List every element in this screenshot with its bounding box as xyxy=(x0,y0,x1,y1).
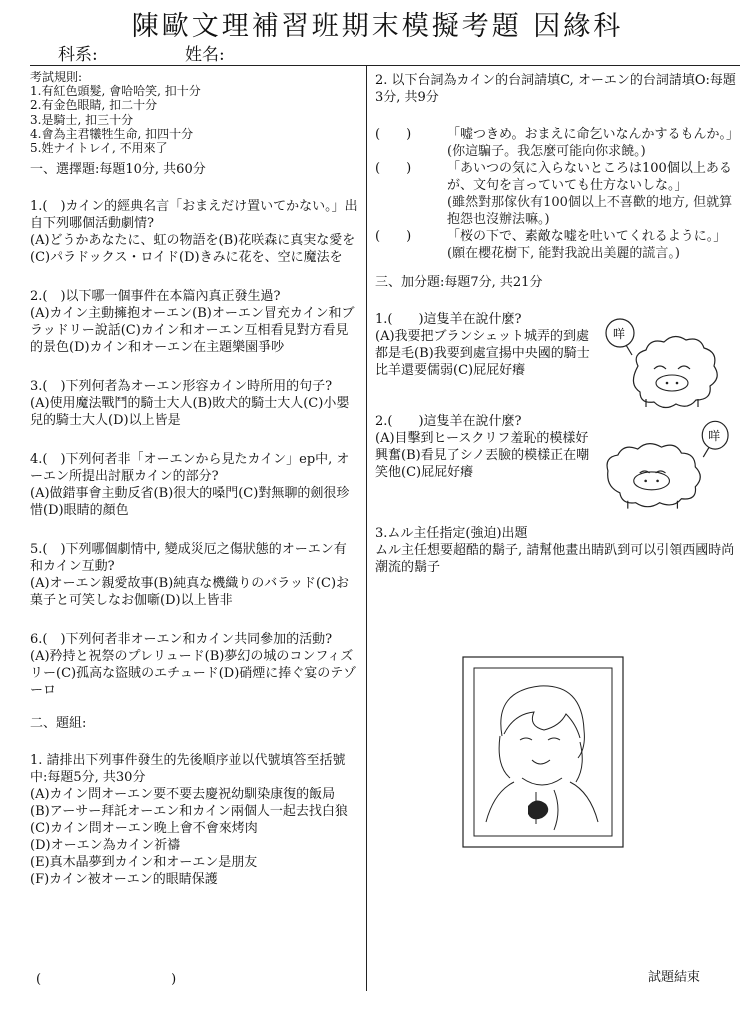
answer-paren[interactable]: ( ) xyxy=(375,229,412,244)
rule-item: 2.有金色眼睛, 扣二十分 xyxy=(30,98,158,113)
rules-heading: 考試規則: xyxy=(30,70,83,84)
rule-item: 5.姓ナイトレイ, 不用來了 xyxy=(30,141,168,156)
question-options: (A)カイン主動擁抱オーエン(B)オーエン冒充カイン和ブラッドリー說話(C)カイン和オーエン互相看見對方看見的景色(D)カイン和オーエン在主題樂園爭吵 xyxy=(30,306,355,356)
group-item: (A)カイン問オーエン要不要去慶祝幼馴染康復的飯局 xyxy=(30,787,336,803)
dialogue-zh: (願在櫻花樹下, 能對我說出美麗的謊言。) xyxy=(447,246,680,261)
question-text: 3.( )下列何者為オーエン形容カイン時所用的句子? xyxy=(30,379,333,395)
question-options: (A)矜持と祝祭のプレリュード(B)夢幻の城のコンフィズリー(C)孤高な盜賊のエチュード(D)硝煙に捧ぐ宴のテゾーロ xyxy=(30,649,357,699)
question-text: 3.ムル主任指定(強迫)出題 xyxy=(375,526,528,541)
dialogue-line xyxy=(375,160,737,194)
question-options: (A)使用魔法戰鬥的騎士大人(B)敗犬的騎士大人(C)小嬰兒的騎士大人(D)以上皆是 xyxy=(30,396,350,429)
dialogue-heading: 2. 以下台詞為カイン的台詞請填C, オーエン的台詞請填O:每題3分, 共9分 xyxy=(375,73,736,105)
dialogue-zh: (你這騙子。我怎麼可能向你求饒。) xyxy=(447,144,646,159)
question-options: (A)オーエン親愛故事(B)純真な機織りのバラッド(C)お菓子と可笑しなお伽噺(D)以上皆非 xyxy=(30,576,350,609)
exam-rules xyxy=(30,70,358,155)
section-heading: 二、題組: xyxy=(30,716,87,732)
rule-item: 4.會為主君犧牲生命, 扣四十分 xyxy=(30,126,194,141)
left-column xyxy=(30,70,358,888)
bonus-question-2 xyxy=(375,413,737,513)
question-4 xyxy=(30,451,358,519)
question-text: 6.( )下列何者非オーエン和カイン共同參加的活動? xyxy=(30,632,333,648)
question-body: ムル主任想要超酷的鬍子, 請幫他畫出睛趴到可以引領西國時尚潮流的鬍子 xyxy=(375,543,735,575)
right-column xyxy=(375,72,737,576)
dialogue-ja: 「桜の下で、素敵な嘘を吐いてくれるように。」 xyxy=(447,229,727,244)
answer-paren[interactable]: ( ) xyxy=(375,161,412,176)
group-item: (B)アーサー拜託オーエン和カイン兩個人一起去找白狼 xyxy=(30,804,348,820)
question-text: 5.( )下列哪個劇情中, 變成災厄之傷狀態的オーエン有和カイン互動? xyxy=(30,542,347,575)
sheep-illustration xyxy=(598,311,728,411)
column-divider xyxy=(366,66,367,991)
question-text: 4.( )下列何者非「オーエンから見たカイン」ep中, オーエン所提出討厭カイン的部分? xyxy=(30,452,350,485)
question-options: (A)做錯事會主動反省(B)很大的嗓門(C)對無聊的劍很珍惜(D)眼睛的顏色 xyxy=(30,486,350,519)
section-heading: 一、選擇題:每題10分, 共60分 xyxy=(30,162,206,178)
section-heading: 三、加分題:每題7分, 共21分 xyxy=(375,275,543,290)
dialogue-line xyxy=(375,228,737,245)
dialogue-ja: 「あいつの気に入らないところは100個以上あるが、文句を言っていても仕方ないしな。」 xyxy=(447,161,732,193)
dialogue-line xyxy=(375,126,737,143)
group-item: (D)オーエン為カイン祈禱 xyxy=(30,838,181,854)
question-3 xyxy=(30,378,358,429)
question-2 xyxy=(30,288,358,356)
group-item: (C)カイン問オーエン晚上會不會來烤肉 xyxy=(30,821,258,837)
answer-paren[interactable]: ( ) xyxy=(375,127,412,142)
question-options: (A)目擊到ヒースクリフ羞恥的模樣好興奮(B)看見了シノ丟臉的模樣正在嘲笑他(C)屁屁好癢 xyxy=(375,431,590,480)
question-text: 1.( )カイン的經典名言「おまえだけ置いてかない。」出自下列哪個活動劇情? xyxy=(30,199,358,232)
rule-item: 3.是騎士, 扣三十分 xyxy=(30,112,134,127)
question-text: 1.( )這隻羊在說什麼? xyxy=(375,312,522,327)
character-portrait xyxy=(462,656,624,848)
subject-label: 科系: xyxy=(58,45,98,65)
group-item: (E)真木晶夢到カイン和オーエン是朋友 xyxy=(30,855,258,871)
group-intro: 1. 請排出下列事件發生的先後順序並以代號填答至括號中:每題5分, 共30分 xyxy=(30,753,346,786)
sheep-illustration xyxy=(598,413,737,513)
question-text: 2.( )這隻羊在說什麼? xyxy=(375,414,522,429)
dialogue-ja: 「嘘つきめ。おまえに命乞いなんかするもんか。」 xyxy=(447,127,739,142)
bonus-question-1 xyxy=(375,311,737,411)
answer-blank[interactable]: ( ) xyxy=(36,972,177,987)
question-options: (A)どうかあなたに、虹の物語を(B)花咲森に真実な愛を(C)パラドックス・ロイド(D)きみに花を、空に魔法を xyxy=(30,233,356,266)
question-6 xyxy=(30,631,358,699)
speech-bubble-text: 咩 xyxy=(708,429,721,444)
page-title: 陳歐文理補習班期末模擬考題 因緣科 xyxy=(131,11,624,42)
question-text: 2.( )以下哪一個事件在本篇內真正發生過? xyxy=(30,289,281,305)
group-item: (F)カイン被オーエン的眼睛保護 xyxy=(30,872,218,888)
question-5 xyxy=(30,541,358,609)
question-options: (A)我要把ブランシェット城弄的到處都是毛(B)我要到處宣揚中央國的騎士比羊還要儒弱(C)屁屁好癢 xyxy=(375,329,590,378)
rule-item: 1.有紅色頭髮, 會哈哈笑, 扣十分 xyxy=(30,84,201,99)
header-divider xyxy=(30,65,740,66)
question-1 xyxy=(30,198,358,266)
exam-end-label: 試題結束 xyxy=(648,970,701,985)
speech-bubble-text: 咩 xyxy=(613,327,626,341)
name-label: 姓名: xyxy=(185,45,225,65)
dialogue-zh: (雖然對那傢伙有100個以上不喜歡的地方, 但就算抱怨也沒辦法嘛。) xyxy=(447,195,733,227)
